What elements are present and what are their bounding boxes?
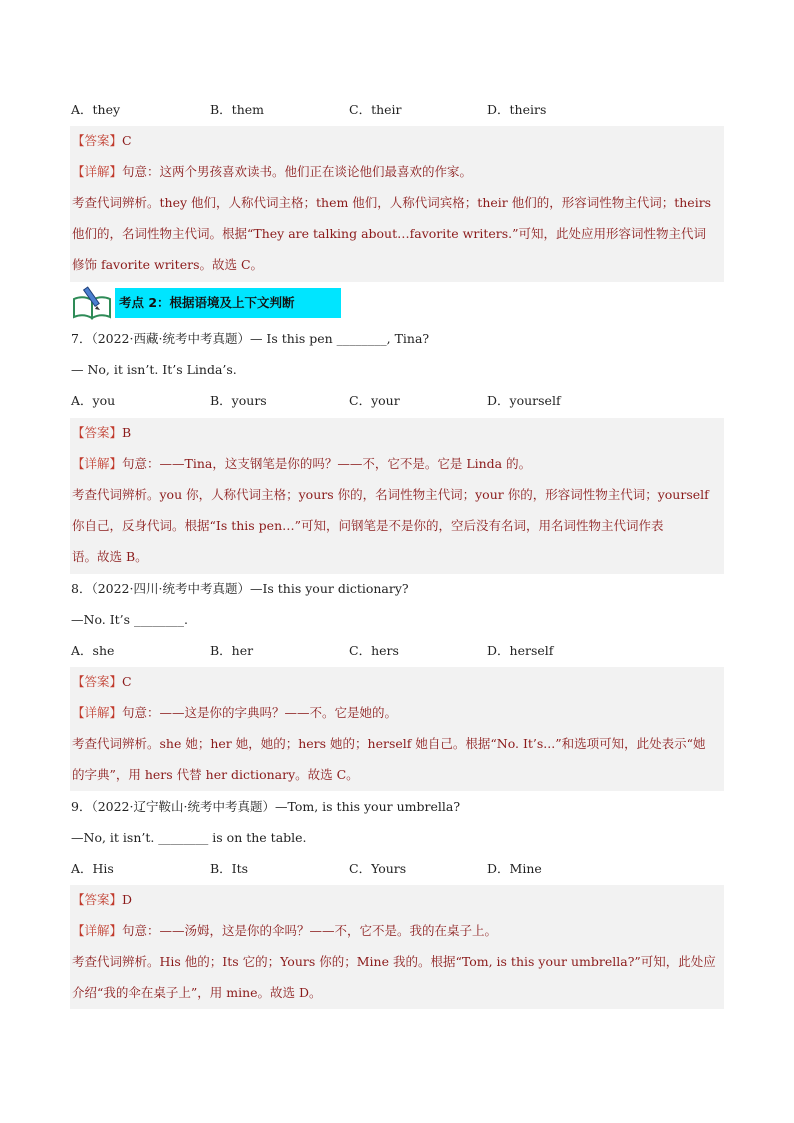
q7-answer: 【答案】B	[72, 425, 132, 440]
q8-explain-line: 考查代词辨析。she 她；her 她，她的；hers 她的；herself 她自己。根据“No. It’s...”和选项可知，此处表示“她	[72, 736, 706, 751]
q8-option-b: B．her	[210, 643, 254, 658]
q9-meaning: 【详解】句意：——汤姆，这是你的伞吗？——不，它不是。我的在桌子上。	[72, 923, 498, 938]
q9-options	[71, 859, 711, 879]
q7-explain-line: 考查代词辨析。you 你，人称代词主格；yours 你的，名词性物主代词；your 你的，形容词性物主代词；yourself	[72, 487, 709, 502]
q9-explain-line: 考查代词辨析。His 他的；Its 它的；Yours 你的；Mine 我的。根据“Tom, is this your umbrella?”可知，此处应	[72, 954, 716, 969]
q6-answer: 【答案】C	[72, 133, 132, 148]
q9-answer-block	[70, 885, 724, 1009]
q8-answer-block	[70, 667, 724, 791]
q6-option-d: D．theirs	[487, 102, 547, 117]
q7-options	[71, 391, 711, 411]
section-title: 考点 2：根据语境及上下文判断	[115, 288, 341, 318]
q7-stem: 7．（2022·西藏·统考中考真题）— Is this pen ________, Tina?	[71, 331, 430, 346]
q8-option-c: C．hers	[349, 643, 399, 658]
q6-option-b: B．them	[210, 102, 265, 117]
q8-option-a: A．she	[71, 643, 115, 658]
q7-option-d: D．yourself	[487, 393, 561, 408]
q6-option-c: C．their	[349, 102, 402, 117]
q6-option-a: A．they	[71, 102, 121, 117]
q8-stem: 8．（2022·四川·统考中考真题）—Is this your dictionary?	[71, 581, 409, 596]
q8-meaning: 【详解】句意：——这是你的字典吗？——不。它是她的。	[72, 705, 398, 720]
q9-explain-line: 介绍“我的伞在桌子上”，用 mine。故选 D。	[72, 985, 322, 1000]
q9-option-c: C．Yours	[349, 861, 407, 876]
q7-meaning: 【详解】句意：——Tina，这支钢笔是你的吗？——不，它不是。它是 Linda 的。	[72, 456, 532, 471]
q8-explain-line: 的字典”，用 hers 代替 her dictionary。故选 C。	[72, 767, 359, 782]
q6-meaning: 【详解】句意：这两个男孩喜欢读书。他们正在谈论他们最喜欢的作家。	[72, 164, 473, 179]
q7-reply: — No, it isn’t. It’s Linda’s.	[71, 362, 237, 377]
q7-explain-line: 你自己，反身代词。根据“Is this pen…”可知，问钢笔是不是你的，空后没有名词，用名词性物主代词作表	[72, 518, 664, 533]
q8-reply: —No. It’s ________.	[71, 612, 188, 627]
q8-options	[71, 641, 711, 661]
q6-answer-block	[70, 126, 724, 282]
q7-option-c: C．your	[349, 393, 400, 408]
q6-explain-line: 修饰 favorite writers。故选 C。	[72, 257, 264, 272]
q9-stem: 9．（2022·辽宁鞍山·统考中考真题）—Tom, is this your umbrella?	[71, 799, 461, 814]
q9-reply: —No, it isn’t. ________ is on the table.	[71, 830, 307, 845]
q7-explain-line: 语。故选 B。	[72, 549, 148, 564]
pencil-book-icon	[71, 285, 115, 321]
q7-answer-block	[70, 418, 724, 574]
q6-explain-line: 考查代词辨析。they 他们，人称代词主格；them 他们，人称代词宾格；their 他们的，形容词性物主代词；theirs	[72, 195, 712, 210]
q8-option-d: D．herself	[487, 643, 554, 658]
q7-option-a: A．you	[71, 393, 116, 408]
q6-explain-line: 他们的，名词性物主代词。根据“They are talking about…favorite writers.”可知，此处应用形容词性物主代词	[72, 226, 707, 241]
q8-answer: 【答案】C	[72, 674, 132, 689]
q9-option-a: A．His	[71, 861, 114, 876]
q9-option-d: D．Mine	[487, 861, 542, 876]
q9-answer: 【答案】D	[72, 892, 133, 907]
q9-option-b: B．Its	[210, 861, 249, 876]
section-heading	[71, 285, 341, 321]
q6-options	[71, 100, 711, 120]
q7-option-b: B．yours	[210, 393, 267, 408]
